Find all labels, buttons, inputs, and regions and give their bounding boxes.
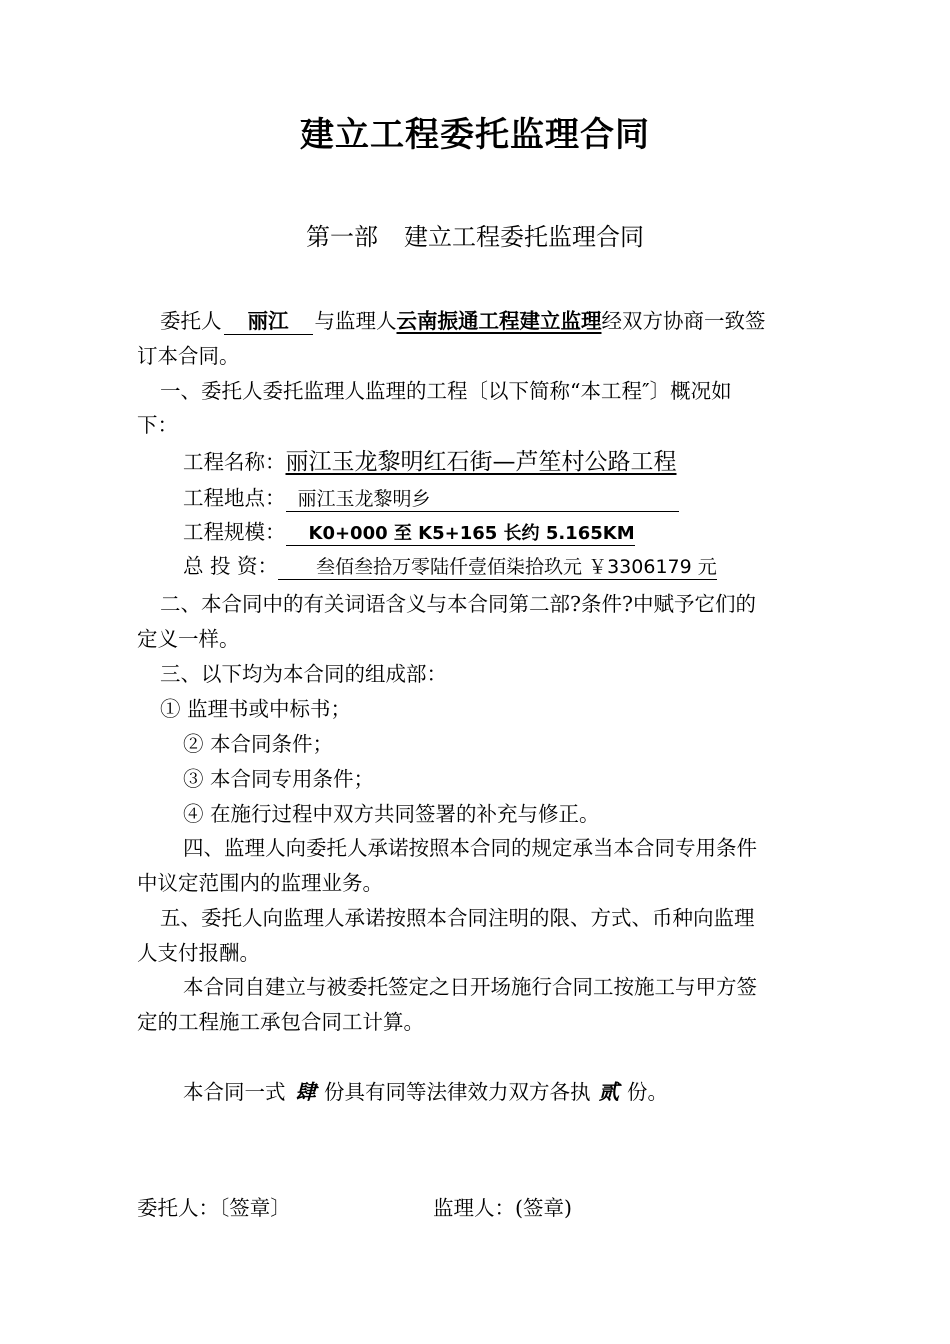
para-clause2-line1: 二、本合同中的有关词语含义与本合同第二部?条件?中赋予它们的: [160, 592, 756, 616]
parties-suffix: 经双方协商一致签: [601, 309, 766, 333]
project-place-value: 丽江玉龙黎明乡: [286, 484, 679, 512]
para-clause2-line2: 定义一样。: [137, 627, 240, 651]
para-clause4-line1: 四、监理人向委托人承诺按照本合同的规定承当本合同专用条件: [183, 836, 757, 860]
para-clause1-line1: 一、委托人委托监理人监理的工程〔以下简称“本工程″〕概况如: [160, 379, 732, 403]
client-name: 丽江: [224, 304, 313, 335]
subtitle-part: 第一部: [306, 223, 378, 251]
copies-mid: 份具有同等法律效力双方各执: [324, 1080, 591, 1104]
copies-each: 贰: [598, 1080, 619, 1104]
copies-suffix: 份。: [627, 1080, 668, 1104]
project-invest-label: 总 投 资：: [183, 554, 279, 578]
para-clause5-line1: 五、委托人向监理人承诺按照本合同注明的限、方式、币种向监理: [160, 906, 755, 930]
para-effective-line1: 本合同自建立与被委托签定之日开场施行合同工按施工与甲方签: [183, 975, 757, 999]
project-place-row: [183, 481, 679, 512]
project-invest-value: 叁佰叁拾万零陆仟壹佰柒拾玖元 ￥3306179 元: [278, 552, 717, 580]
document-subtitle: [0, 217, 950, 252]
project-invest-row: [183, 549, 717, 580]
component-item: ④ 在施行过程中双方共同签署的补充与修正。: [183, 802, 600, 826]
parties-prefix: 委托人: [160, 309, 222, 333]
document-title: 建立工程委托监理合同: [300, 115, 650, 155]
component-item: ③ 本合同专用条件；: [183, 767, 375, 791]
para-clause5-line2: 人支付报酬。: [137, 941, 260, 965]
project-scale-value: K0+000 至 K5+165 长约 5.165KM: [286, 519, 635, 546]
project-scale-row: [183, 515, 635, 546]
para-clause4-line2: 中议定范围内的监理业务。: [137, 871, 383, 895]
component-item: ① 监理书或中标书；: [160, 697, 352, 721]
para-parties-line1: [160, 304, 766, 335]
supervisor-name: 云南振通工程建立监理: [396, 309, 602, 333]
project-scale-label: 工程规模：: [183, 520, 286, 544]
project-name-value: 丽江玉龙黎明红石街—芦笙村公路工程: [285, 449, 677, 475]
para-clause3-line1: 三、以下均为本合同的组成部：: [160, 662, 447, 686]
project-name-row: [183, 443, 677, 476]
client-signature: 委托人：〔签章〕: [137, 1196, 291, 1220]
component-item: ② 本合同条件；: [183, 732, 334, 756]
parties-mid: 与监理人: [314, 309, 397, 333]
project-place-label: 工程地点：: [183, 486, 286, 510]
copies-count: 肆: [295, 1080, 316, 1104]
subtitle-name: 建立工程委托监理合同: [404, 223, 644, 251]
project-name-label: 工程名称：: [183, 450, 286, 474]
para-clause1-line2: 下：: [137, 413, 178, 437]
para-parties-line2: 订本合同。: [137, 344, 240, 368]
para-effective-line2: 定的工程施工承包合同工计算。: [137, 1010, 424, 1034]
supervisor-signature: 监理人：(签章): [433, 1196, 572, 1220]
copies-prefix: 本合同一式: [183, 1080, 286, 1104]
para-copies: [183, 1075, 668, 1105]
